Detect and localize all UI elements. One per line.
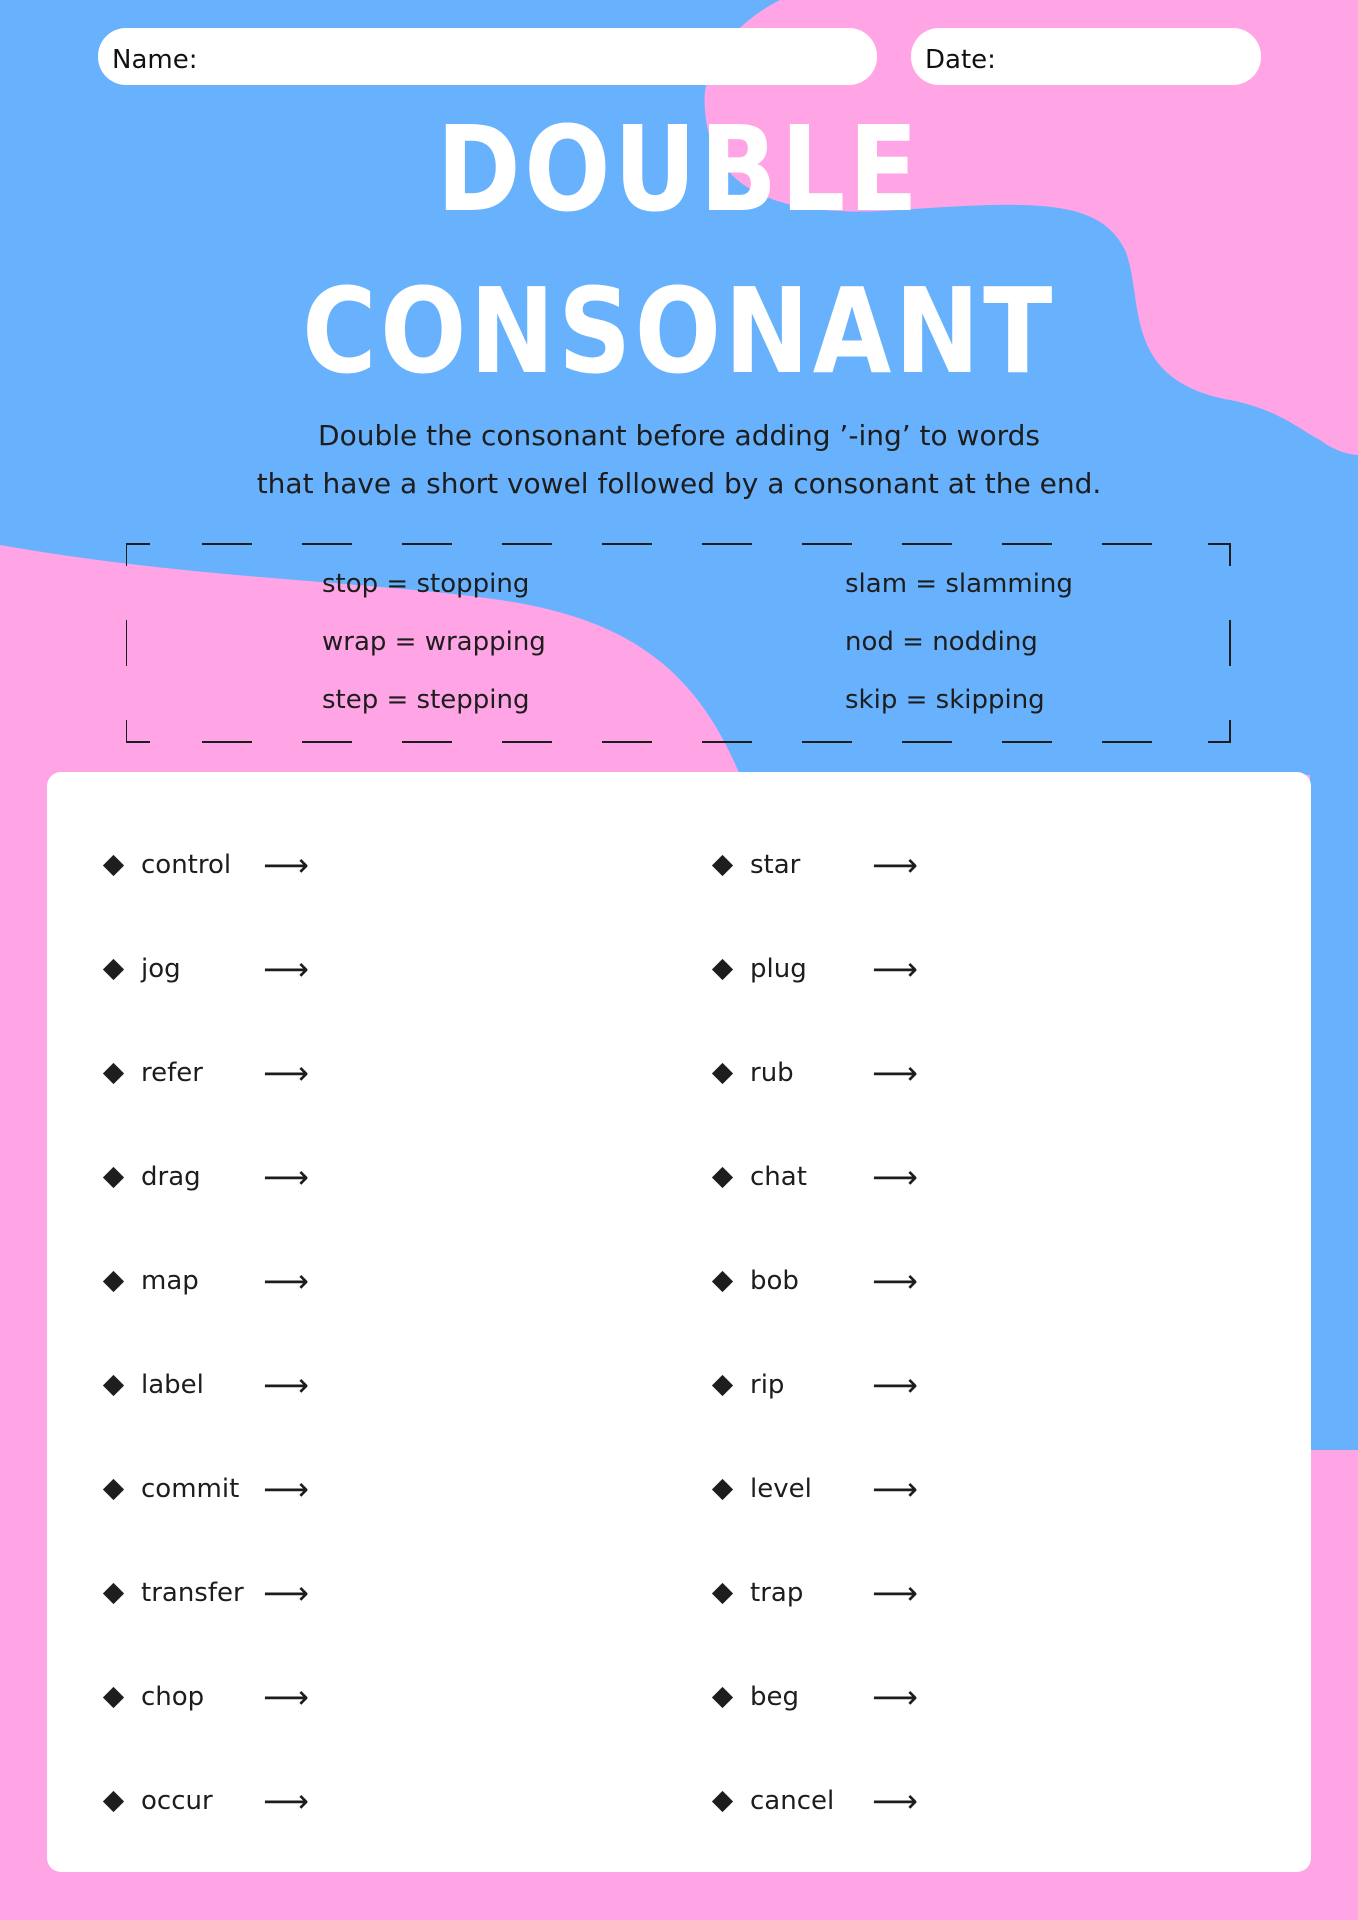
date-field[interactable] <box>911 28 1261 85</box>
exercise-word: level <box>750 1474 812 1504</box>
diamond-bullet-icon <box>103 1166 124 1187</box>
diamond-bullet-icon <box>103 854 124 875</box>
exercise-item[interactable] <box>711 1781 918 1821</box>
exercise-item[interactable] <box>102 1157 309 1197</box>
exercise-card <box>47 772 1311 1872</box>
right-arrow-icon: ⟶ <box>872 1470 918 1508</box>
exercise-item[interactable] <box>711 949 918 989</box>
right-arrow-icon: ⟶ <box>872 1678 918 1716</box>
exercise-word: rip <box>750 1370 785 1400</box>
right-arrow-icon: ⟶ <box>872 1054 918 1092</box>
exercise-item[interactable] <box>711 1157 918 1197</box>
right-arrow-icon: ⟶ <box>263 1158 309 1196</box>
exercise-word: drag <box>141 1162 201 1192</box>
diamond-bullet-icon <box>103 1582 124 1603</box>
examples-box <box>126 542 1232 744</box>
exercise-word: refer <box>141 1058 203 1088</box>
diamond-bullet-icon <box>712 1686 733 1707</box>
exercise-item[interactable] <box>102 1677 309 1717</box>
title-line-2: CONSONANT <box>302 262 1056 400</box>
exercise-item[interactable] <box>102 1573 309 1613</box>
right-arrow-icon: ⟶ <box>263 846 309 884</box>
right-arrow-icon: ⟶ <box>263 1262 309 1300</box>
instructions-line-2: that have a short vowel followed by a consonant at the end. <box>256 467 1102 500</box>
exercise-item[interactable] <box>102 949 309 989</box>
exercise-word: transfer <box>141 1578 244 1608</box>
example-skip: skip = skipping <box>845 685 1045 715</box>
right-arrow-icon: ⟶ <box>872 950 918 988</box>
exercise-item[interactable] <box>711 1261 918 1301</box>
diamond-bullet-icon <box>103 958 124 979</box>
exercise-item[interactable] <box>711 1677 918 1717</box>
right-arrow-icon: ⟶ <box>872 1366 918 1404</box>
right-arrow-icon: ⟶ <box>872 846 918 884</box>
exercise-word: star <box>750 850 801 880</box>
example-wrap: wrap = wrapping <box>322 627 546 657</box>
exercise-item[interactable] <box>711 1365 918 1405</box>
right-arrow-icon: ⟶ <box>263 1574 309 1612</box>
right-arrow-icon: ⟶ <box>263 1366 309 1404</box>
diamond-bullet-icon <box>103 1686 124 1707</box>
exercise-word: cancel <box>750 1786 835 1816</box>
name-field[interactable] <box>98 28 877 85</box>
example-nod: nod = nodding <box>845 627 1038 657</box>
diamond-bullet-icon <box>712 854 733 875</box>
instructions-line-1: Double the consonant before adding ’-ing’ to words <box>318 419 1040 452</box>
name-label: Name: <box>112 44 198 75</box>
example-slam: slam = slamming <box>845 569 1073 599</box>
exercise-word: commit <box>141 1474 240 1504</box>
exercise-word: jog <box>141 954 181 984</box>
example-step: step = stepping <box>322 685 530 715</box>
diamond-bullet-icon <box>712 1062 733 1083</box>
exercise-item[interactable] <box>102 1469 309 1509</box>
exercise-word: trap <box>750 1578 804 1608</box>
exercise-word: rub <box>750 1058 794 1088</box>
diamond-bullet-icon <box>103 1062 124 1083</box>
exercise-word: label <box>141 1370 204 1400</box>
example-stop: stop = stopping <box>322 569 530 599</box>
exercise-word: plug <box>750 954 807 984</box>
page-title <box>0 100 1358 410</box>
exercise-item[interactable] <box>711 845 918 885</box>
right-arrow-icon: ⟶ <box>263 1470 309 1508</box>
right-arrow-icon: ⟶ <box>872 1782 918 1820</box>
title-line-1: DOUBLE <box>436 100 922 238</box>
exercise-item[interactable] <box>102 1365 309 1405</box>
exercise-item[interactable] <box>711 1573 918 1613</box>
right-arrow-icon: ⟶ <box>872 1158 918 1196</box>
right-arrow-icon: ⟶ <box>263 1054 309 1092</box>
instructions <box>0 412 1358 508</box>
diamond-bullet-icon <box>712 1166 733 1187</box>
diamond-bullet-icon <box>712 1478 733 1499</box>
diamond-bullet-icon <box>712 1374 733 1395</box>
exercise-word: chop <box>141 1682 205 1712</box>
exercise-item[interactable] <box>711 1053 918 1093</box>
exercise-word: chat <box>750 1162 807 1192</box>
exercise-item[interactable] <box>711 1469 918 1509</box>
right-arrow-icon: ⟶ <box>263 950 309 988</box>
exercise-word: bob <box>750 1266 799 1296</box>
exercise-item[interactable] <box>102 1781 309 1821</box>
exercise-word: occur <box>141 1786 213 1816</box>
diamond-bullet-icon <box>712 1270 733 1291</box>
exercise-word: control <box>141 850 232 880</box>
right-arrow-icon: ⟶ <box>263 1782 309 1820</box>
exercise-item[interactable] <box>102 1261 309 1301</box>
exercise-word: beg <box>750 1682 800 1712</box>
right-arrow-icon: ⟶ <box>872 1262 918 1300</box>
diamond-bullet-icon <box>712 1790 733 1811</box>
diamond-bullet-icon <box>712 1582 733 1603</box>
diamond-bullet-icon <box>712 958 733 979</box>
diamond-bullet-icon <box>103 1270 124 1291</box>
right-arrow-icon: ⟶ <box>872 1574 918 1612</box>
exercise-word: map <box>141 1266 199 1296</box>
date-label: Date: <box>925 44 996 75</box>
exercise-item[interactable] <box>102 1053 309 1093</box>
right-arrow-icon: ⟶ <box>263 1678 309 1716</box>
diamond-bullet-icon <box>103 1478 124 1499</box>
diamond-bullet-icon <box>103 1790 124 1811</box>
exercise-item[interactable] <box>102 845 309 885</box>
diamond-bullet-icon <box>103 1374 124 1395</box>
